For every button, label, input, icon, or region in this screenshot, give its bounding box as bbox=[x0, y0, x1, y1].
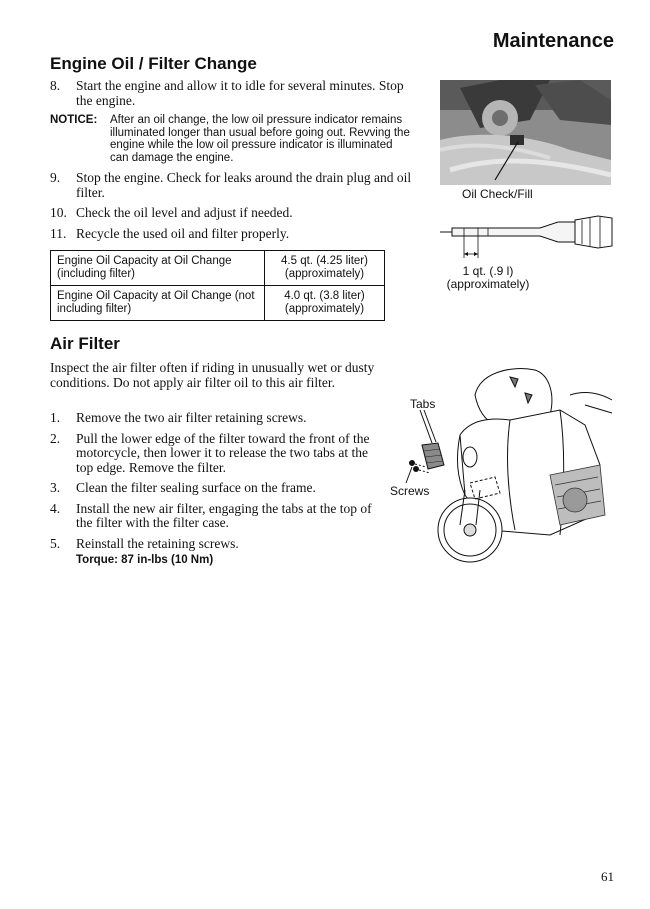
oil-change-steps-part-1 bbox=[50, 79, 410, 114]
step-text: Stop the engine. Check for leaks around the drain plug and oil filter. bbox=[76, 170, 412, 200]
list-item bbox=[50, 432, 380, 476]
list-item bbox=[50, 227, 420, 242]
dipstick-caption-quantity: 1 qt. (.9 l) bbox=[462, 264, 514, 278]
step-text: Pull the lower edge of the filter toward the front of the motorcycle, then lower it to release the two tabs at the top edge. Remove the filter. bbox=[76, 430, 370, 475]
section-title: Maintenance bbox=[492, 30, 614, 52]
notice-text: After an oil change, the low oil pressure indicator remains illuminated longer than usual before going out. Revving the engine while the low oil pressure indicator is illuminated can damage the engine. bbox=[110, 114, 410, 164]
oil-fill-photo bbox=[440, 80, 611, 185]
screws-caption: Screws bbox=[390, 484, 430, 498]
air-filter-steps bbox=[50, 411, 380, 557]
list-item bbox=[50, 206, 420, 221]
step-number: 2. bbox=[50, 430, 61, 446]
table-cell-value: 4.0 qt. (3.8 liter) (approximately) bbox=[265, 286, 385, 321]
air-filter-intro: Inspect the air filter often if riding in unusually wet or dusty conditions. Do not apply air filter oil to this air filter. bbox=[50, 360, 375, 390]
list-item bbox=[50, 171, 420, 200]
oil-change-steps-part-2 bbox=[50, 171, 420, 247]
step-number: 5. bbox=[50, 535, 61, 551]
table-cell-label: Engine Oil Capacity at Oil Change (including filter) bbox=[51, 251, 265, 286]
dipstick-caption-approx: (approximately) bbox=[446, 277, 530, 291]
list-item bbox=[50, 537, 380, 552]
step-number: 11. bbox=[50, 225, 67, 241]
notice-label: NOTICE: bbox=[50, 114, 98, 126]
step-text: Clean the filter sealing surface on the frame. bbox=[76, 480, 316, 495]
step-text: Remove the two air filter retaining screws. bbox=[76, 410, 307, 425]
list-item bbox=[50, 411, 380, 426]
table-cell-value: 4.5 qt. (4.25 liter) (approximately) bbox=[265, 251, 385, 286]
step-number: 1. bbox=[50, 410, 61, 425]
list-item bbox=[50, 502, 380, 531]
page-number: 61 bbox=[601, 869, 614, 884]
step-number: 4. bbox=[50, 500, 61, 516]
notice-block bbox=[50, 114, 410, 164]
motorcycle-air-filter-illustration bbox=[400, 365, 615, 565]
step-number: 9. bbox=[50, 170, 61, 185]
table-row bbox=[51, 251, 385, 286]
step-text: Check the oil level and adjust if needed. bbox=[76, 205, 293, 220]
dipstick-illustration bbox=[440, 210, 615, 265]
oil-fill-caption: Oil Check/Fill bbox=[462, 187, 533, 201]
table-cell-label: Engine Oil Capacity at Oil Change (not including filter) bbox=[51, 286, 265, 321]
step-number: 8. bbox=[50, 78, 61, 93]
step-text: Reinstall the retaining screws. bbox=[76, 535, 239, 551]
step-number: 10. bbox=[50, 205, 67, 220]
table-row bbox=[51, 286, 385, 321]
air-filter-heading: Air Filter bbox=[50, 334, 120, 353]
step-text: Recycle the used oil and filter properly. bbox=[76, 225, 290, 241]
tabs-caption: Tabs bbox=[410, 397, 436, 411]
step-number: 3. bbox=[50, 480, 61, 495]
dipstick-caption bbox=[440, 265, 536, 291]
list-item bbox=[50, 481, 380, 496]
oil-capacity-table bbox=[50, 250, 385, 321]
step-text: Install the new air filter, engaging the tabs at the top of the filter with the filter case. bbox=[76, 500, 372, 530]
torque-spec: Torque: 87 in-lbs (10 Nm) bbox=[76, 554, 214, 566]
step-text: Start the engine and allow it to idle for several minutes. Stop the engine. bbox=[76, 78, 404, 108]
oil-change-heading: Engine Oil / Filter Change bbox=[50, 54, 257, 73]
list-item bbox=[50, 79, 410, 108]
